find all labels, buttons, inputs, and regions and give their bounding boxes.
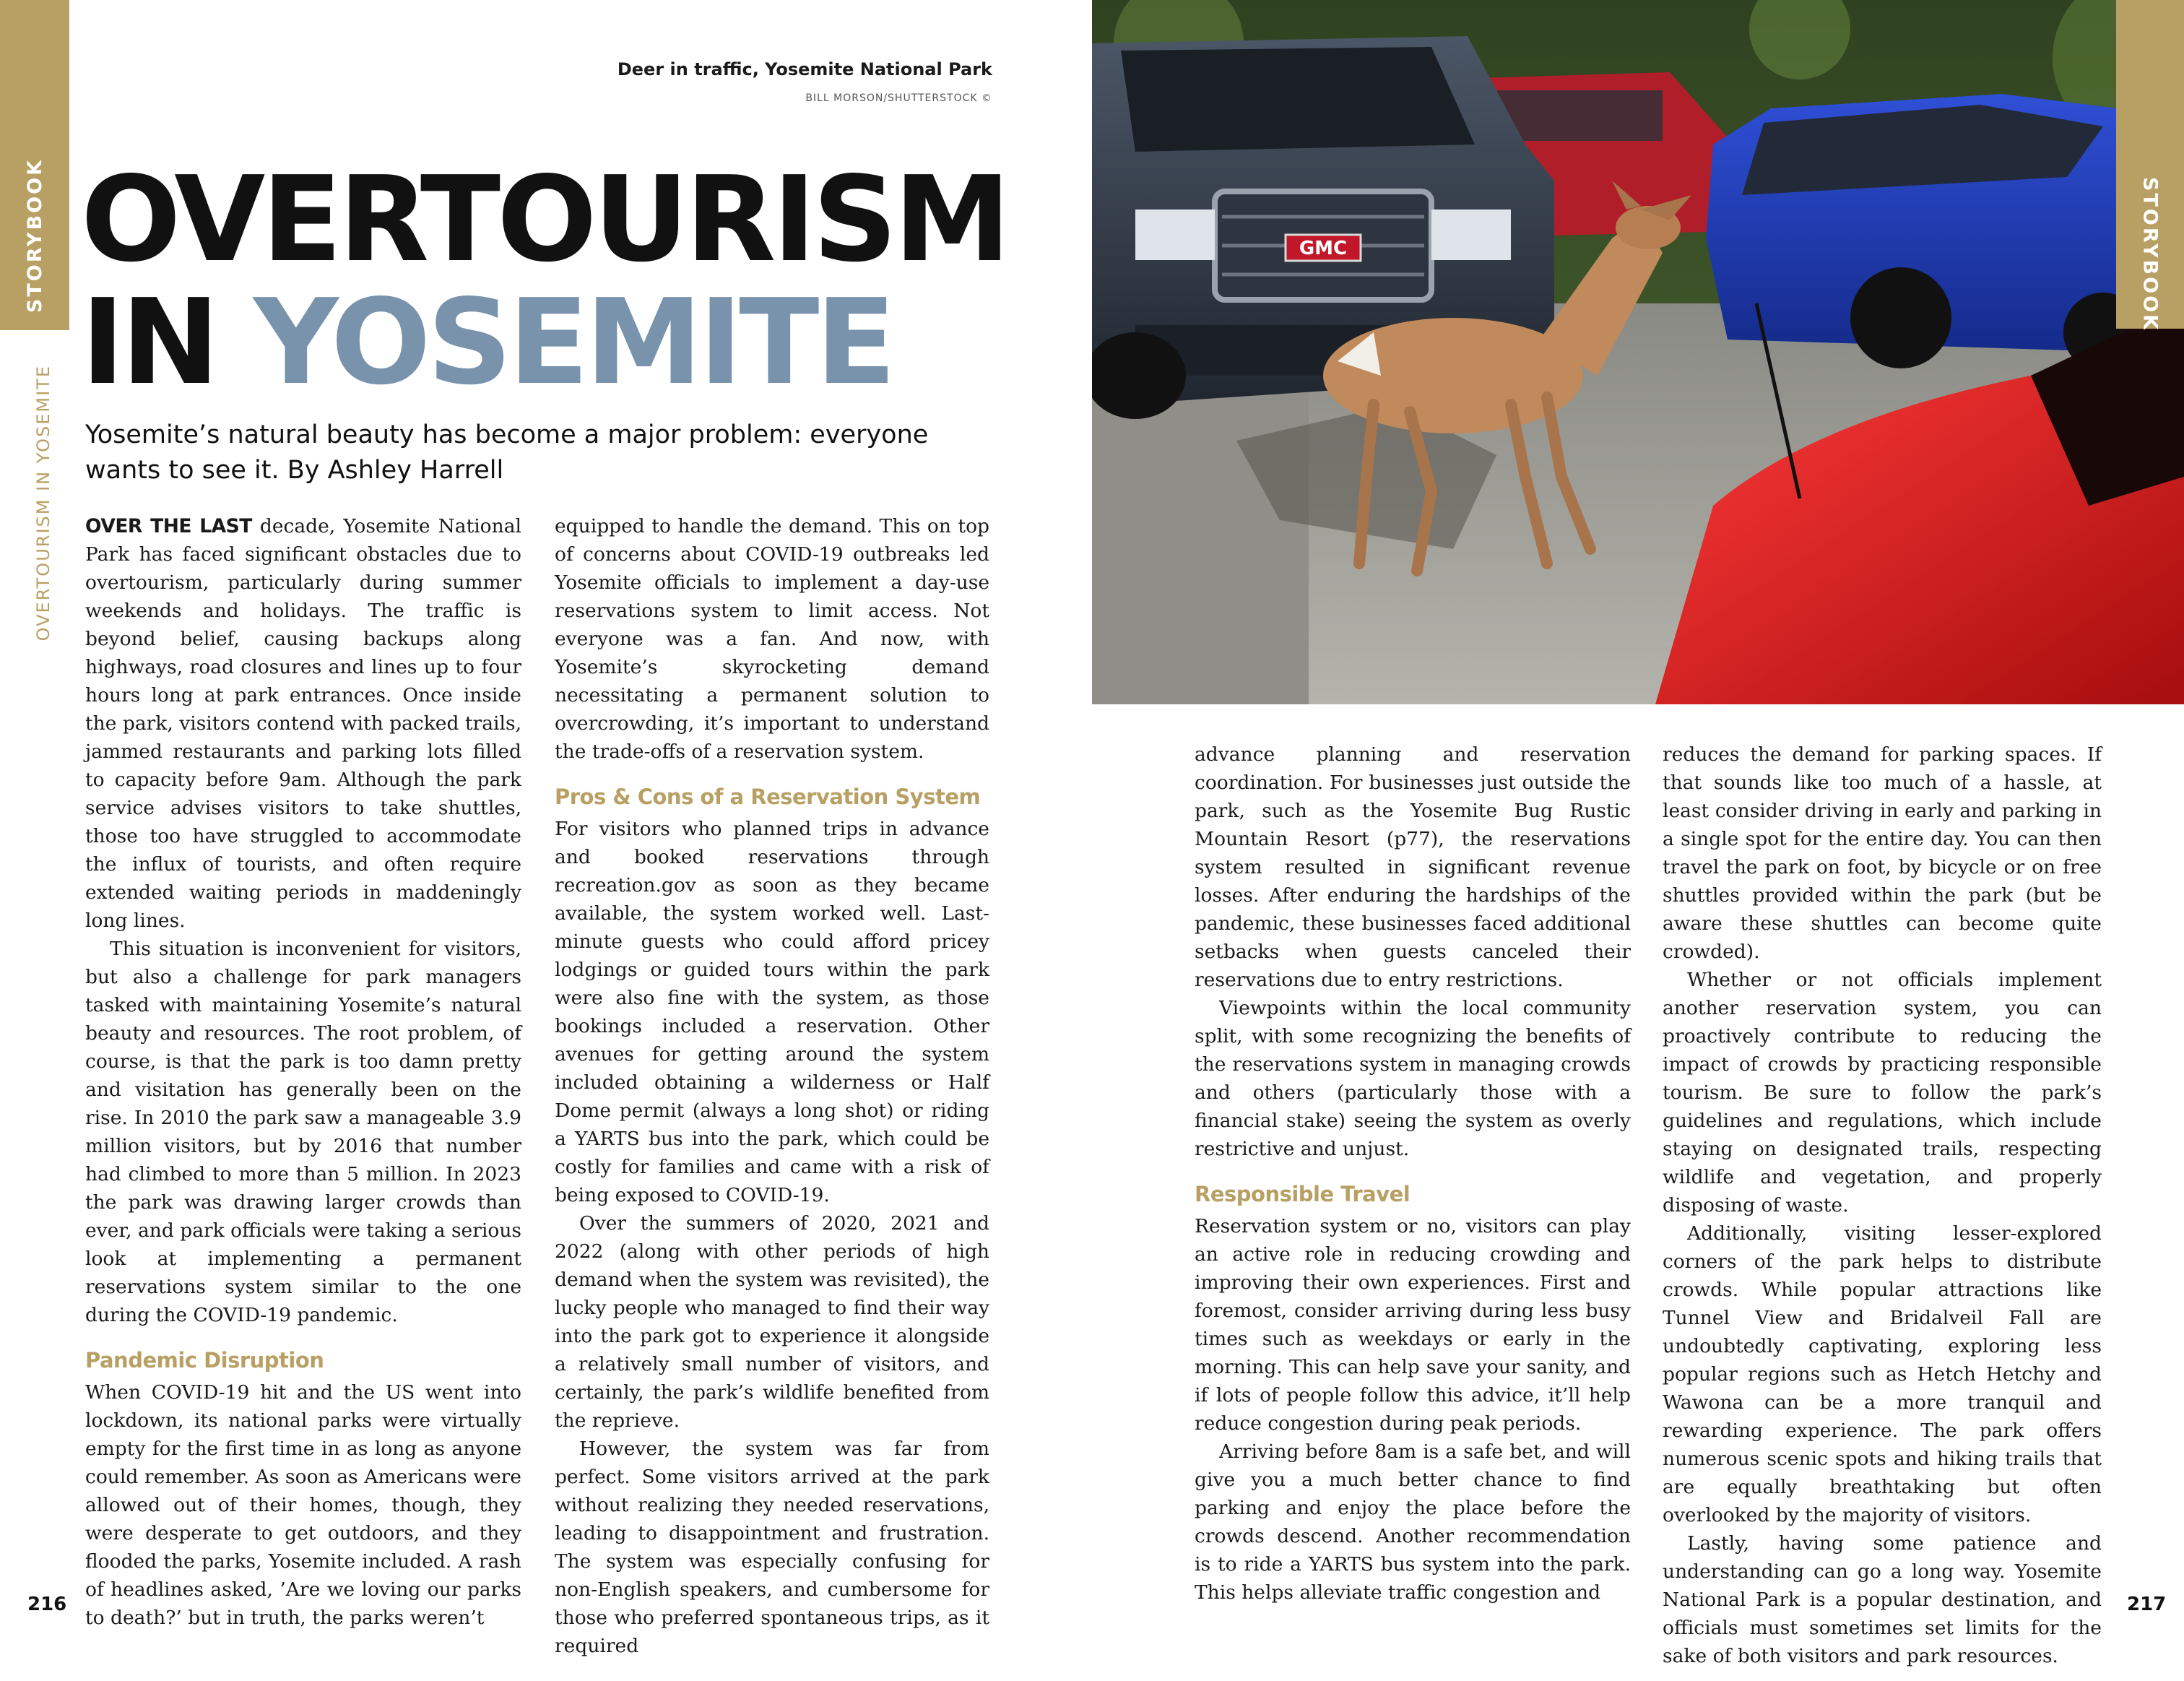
storybook-label-right: STORYBOOK — [2138, 177, 2162, 332]
headline — [81, 152, 1008, 411]
storybook-label-left: STORYBOOK — [23, 157, 46, 313]
paragraph: Whether or not officials implement another reservation system, you can proactively contribute to reducing the impact of crowds by practicing responsible tourism. Be sure to follow the park’s guidelines and regulations, which include staying on designated trails, respecting wildlife and vegetation, and properly disposing of waste. — [1663, 969, 2102, 1217]
deer-in-traffic-photo — [1092, 0, 2184, 704]
lead-in: OVER THE LAST — [85, 515, 252, 537]
paragraph: Viewpoints within the local community split, with some recognizing the benefits of the reservations system in managing crowds and others (particularly those with a financial stake) seeing the system as overly restrictive and unjust. — [1195, 997, 1631, 1160]
article-column-1 — [85, 512, 521, 1632]
running-head — [29, 365, 58, 641]
subheading-pros-cons: Pros & Cons of a Reservation System — [555, 785, 981, 809]
standfirst: Yosemite’s natural beauty has become a major problem: everyone wants to see it. By Ashley Harrell — [85, 420, 929, 485]
article-column-2 — [555, 512, 989, 1660]
page-number-right: 217 — [2127, 1594, 2167, 1615]
headline-word-in: IN — [81, 275, 217, 411]
paragraph: equipped to handle the demand. This on top of concerns about COVID-19 outbreaks led Yosemite officials to implement a day-use reservations system to limit access. Not everyone was a fan. And now, with Yosemite’s skyrocketing demand necessitating a permanent solution to overcrowding, it’s important to understand the trade-offs of a reservation system. — [555, 515, 989, 763]
storybook-tab-right-label-wrap — [2116, 0, 2184, 332]
paragraph: Additionally, visiting lesser-explored corners of the park helps to distribute crowds. While popular attractions like Tunnel View and Bridalveil Fall are undoubtedly captivating, exploring less popular regions such as Hetch Hetchy and Wawona can be a more tranquil and rewarding experience. The park offers numerous scenic spots and hiking trails that are equally breathtaking but often overlooked by the majority of visitors. — [1663, 1222, 2102, 1526]
paragraph: reduces the demand for parking spaces. If that sounds like too much of a hassle, at least consider driving in early and parking in a single spot for the entire day. You can then travel the park on foot, by bicycle or on free shuttles provided within the park (but be aware these shuttles can become quite crowded). — [1663, 743, 2102, 963]
paragraph: Arriving before 8am is a safe bet, and will give you a much better chance to find parking and enjoy the place before the crowds descend. Another recommendation is to ride a YARTS bus system into the park. This helps alleviate traffic congestion and — [1195, 1440, 1631, 1604]
photo-illustration — [1092, 0, 2184, 704]
article-column-4 — [1663, 740, 2102, 1670]
article-column-3 — [1195, 740, 1631, 1607]
subheading-pandemic: Pandemic Disruption — [85, 1348, 324, 1373]
paragraph: Reservation system or no, visitors can play an active role in reducing crowding and improving their own experiences. First and foremost, consider arriving during less busy times such as weekdays or early in the morning. This can help save your sanity, and if lots of people follow this advice, it’ll help reduce congestion during peak periods. — [1195, 1215, 1631, 1435]
storybook-tab-left-label-wrap — [0, 0, 69, 330]
paragraph — [85, 512, 521, 935]
paragraph: Over the summers of 2020, 2021 and 2022 (along with other periods of high demand when the system was revisited), the lucky people who managed to find their way into the park got to experience it alongside a relatively small number of visitors, and certainly, the park’s wildlife benefited from the reprieve. — [555, 1212, 989, 1432]
headline-line-2 — [81, 275, 1008, 411]
photo-caption: Deer in traffic, Yosemite National Park — [617, 59, 992, 79]
headline-line-1: OVERTOURISM — [81, 152, 1008, 288]
paragraph: When COVID-19 hit and the US went into lockdown, its national parks were virtually empty for the first time in as long as anyone could remember. As soon as Americans were allowed out of their homes, though, they were desperate to get outdoors, and they flooded the parks, Yosemite included. A rash of headlines asked, ’Are we loving our parks to death?’ but in truth, the parks weren’t — [85, 1381, 521, 1629]
paragraph: Lastly, having some patience and understanding can go a long way. Yosemite National Park is a popular destination, and officials must sometimes set limits for the sake of both visitors and park resources. — [1663, 1532, 2102, 1667]
paragraph: For visitors who planned trips in advance and booked reservations through recreation.gov as soon as they became available, the system worked well. Last-minute guests who could afford pricey lodgings or guided tours within the park were also fine with the system, as those bookings included a reservation. Other avenues for getting around the system included obtaining a wilderness or Half Dome permit (always a long shot) or riding a YARTS bus into the park, which could be costly for families and came with a risk of being exposed to COVID-19. — [555, 818, 989, 1206]
paragraph: However, the system was far from perfect. Some visitors arrived at the park without realizing they needed reservations, leading to disappointment and frustration. The system was especially confusing for non-English speakers, and cumbersome for those who preferred spontaneous trips, as it required — [555, 1438, 989, 1657]
paragraph: This situation is inconvenient for visitors, but also a challenge for park managers tasked with maintaining Yosemite’s natural beauty and resources. The root problem, of course, is that the park is too damn pretty and visitation has generally been on the rise. In 2010 the park saw a manageable 3.9 million visitors, but by 2016 that number had climbed to more than 5 million. In 2023 the park was drawing larger crowds than ever, and park officials were taking a serious look at implementing a permanent reservations system similar to the one during the COVID-19 pandemic. — [85, 938, 521, 1326]
headline-word-yosemite: YOSEMITE — [253, 275, 893, 411]
running-head-text: OVERTOURISM IN YOSEMITE — [33, 365, 53, 641]
page-number-left: 216 — [27, 1594, 67, 1615]
photo-credit: BILL MORSON/SHUTTERSTOCK © — [805, 92, 992, 104]
paragraph-text: decade, Yosemite National Park has faced significant obstacles due to overtourism, particularly during summer weekends and holidays. The traffic is beyond belief, causing backups along highways, road closures and lines up to four hours long at park entrances. Once inside the park, visitors contend with packed trails, jammed restaurants and parking lots filled to capacity before 9am. Although the park service advises visitors to take shuttles, those too have struggled to accommodate the influx of tourists, and often require extended waiting periods in maddeningly long lines. — [85, 515, 521, 932]
paragraph: advance planning and reservation coordination. For businesses just outside the park, such as the Yosemite Bug Rustic Mountain Resort (p77), the reservations system resulted in significant revenue losses. After enduring the hardships of the pandemic, these businesses faced additional setbacks when guests canceled their reservations due to entry restrictions. — [1195, 743, 1631, 991]
gmc-badge: GMC — [1299, 238, 1348, 259]
subheading-responsible-travel: Responsible Travel — [1195, 1182, 1410, 1206]
